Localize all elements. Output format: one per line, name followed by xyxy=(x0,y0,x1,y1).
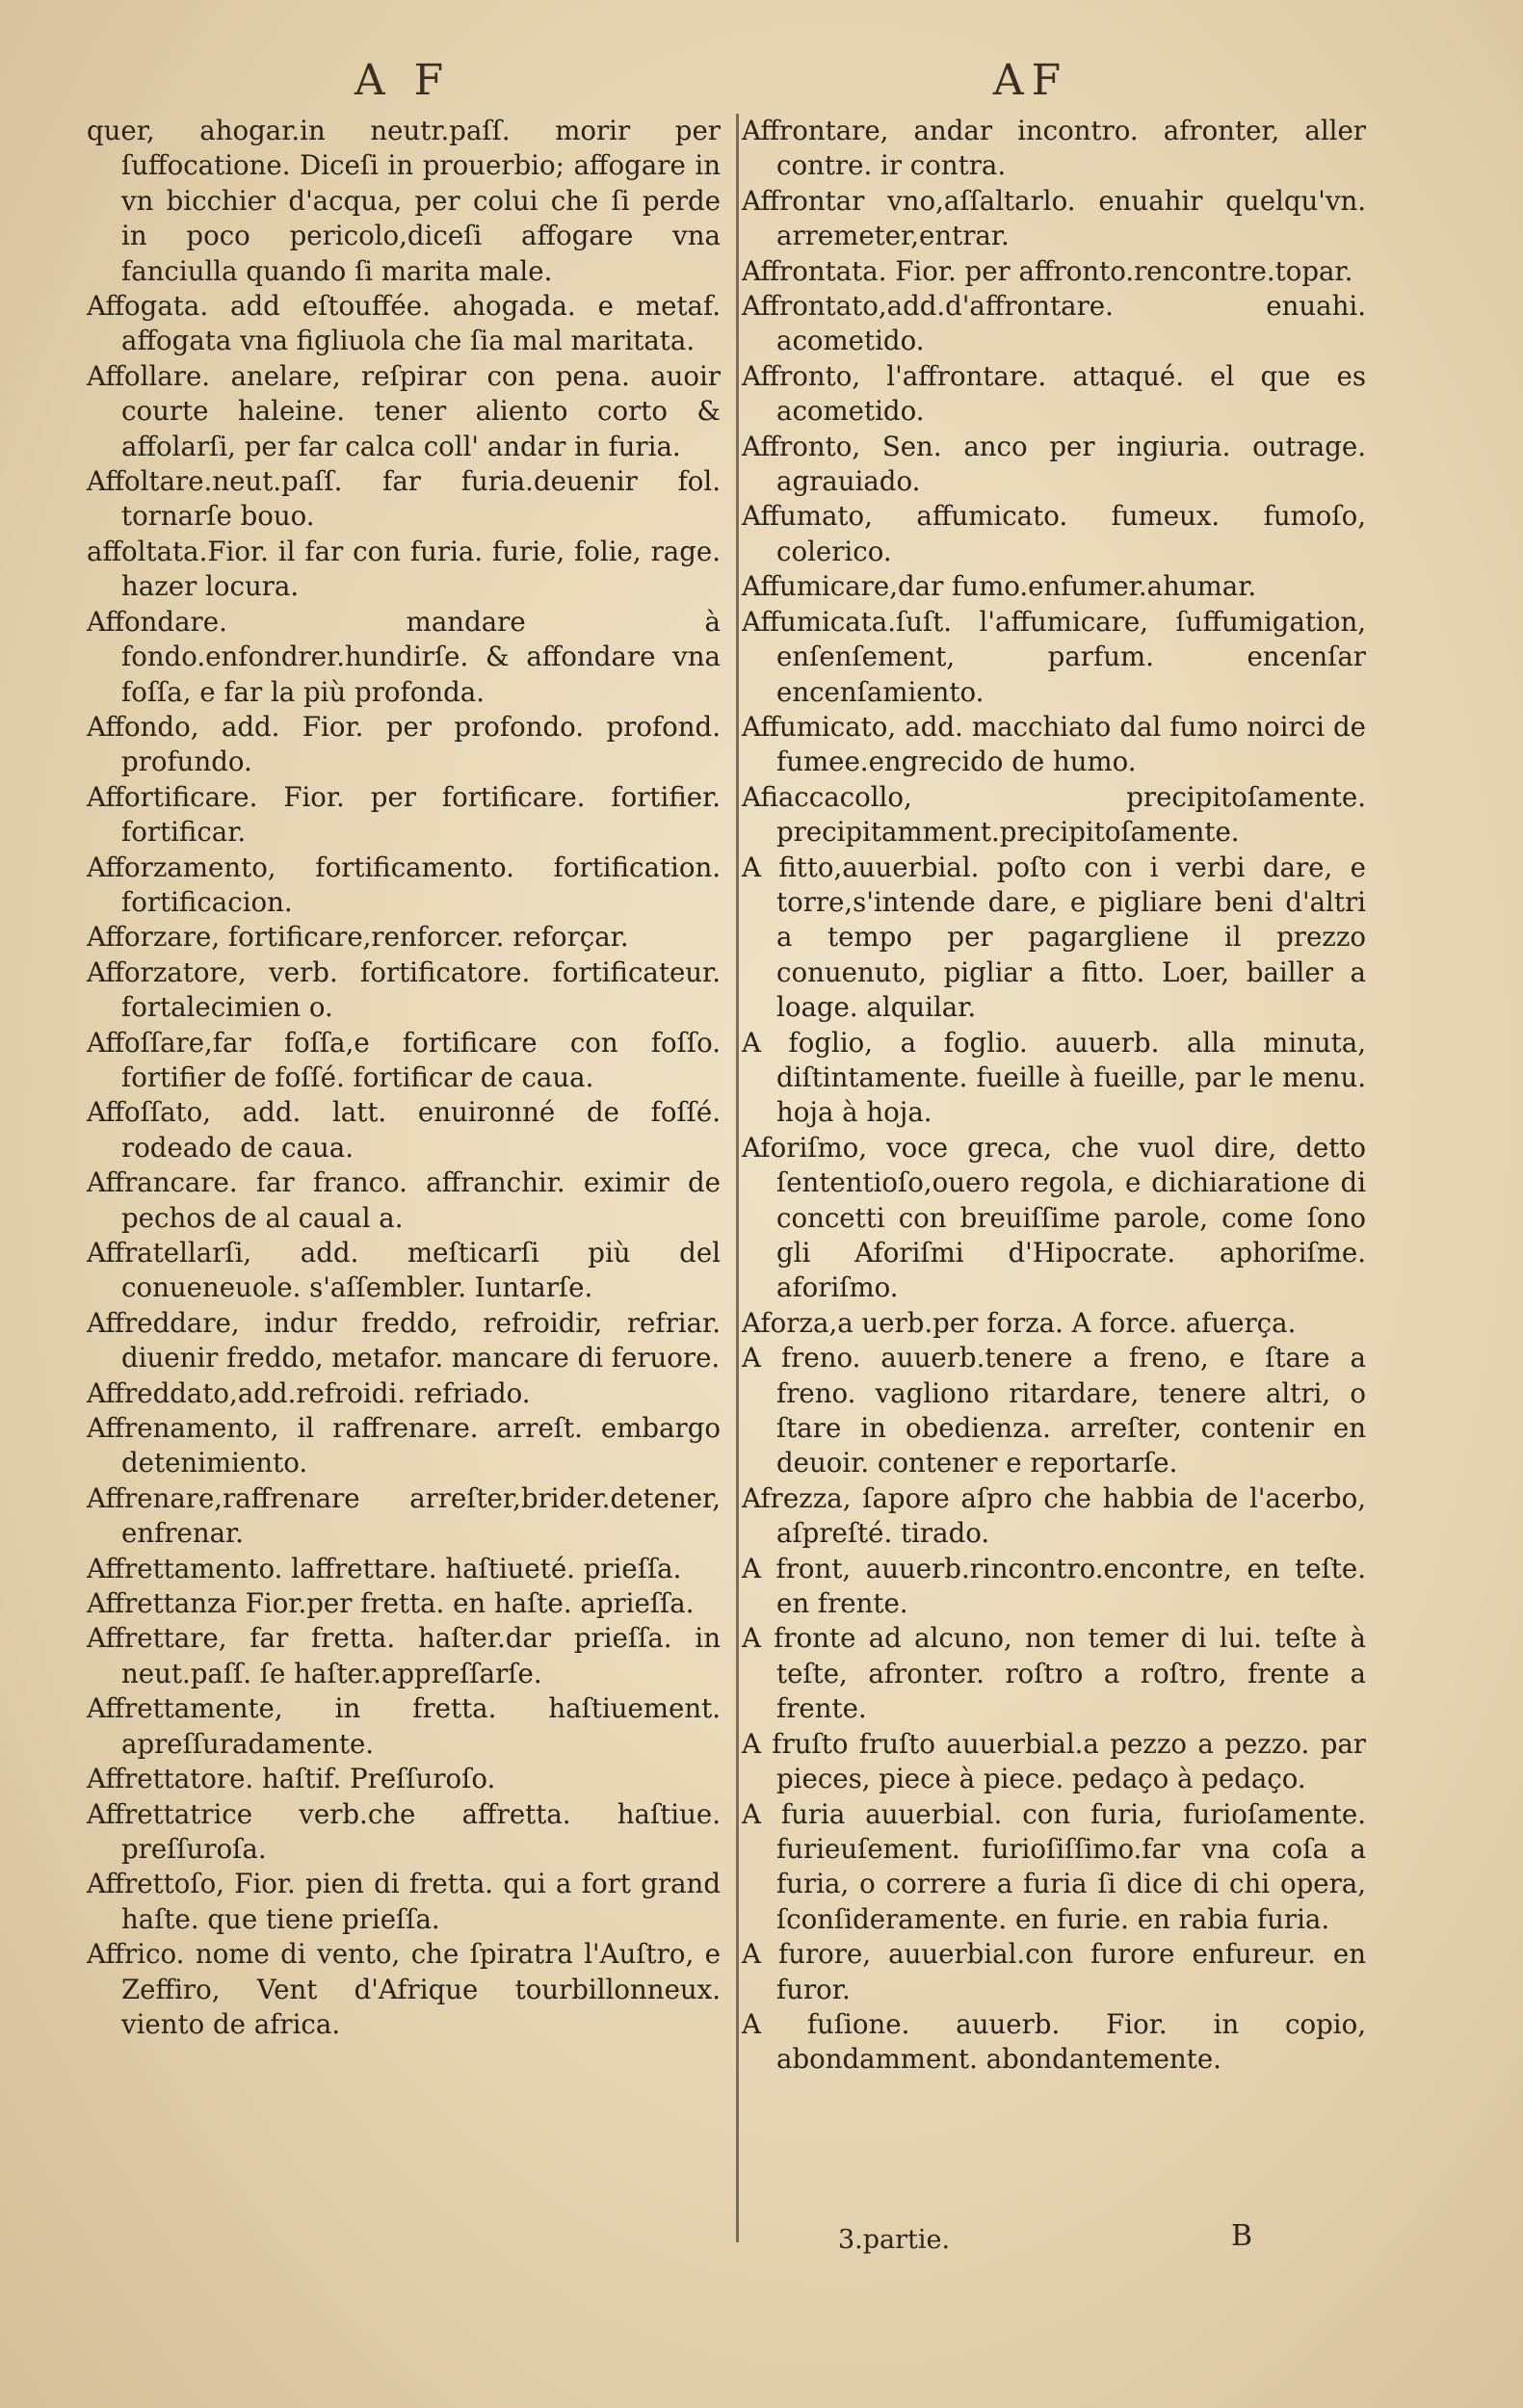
dictionary-entry: A fuſione. auuerb. Fior. in copio, abondamment. abondantemente. xyxy=(742,2007,1366,2076)
dictionary-entry: Affrenare,raffrenare arreſter,brider.detener, enfrenar. xyxy=(87,1481,721,1550)
dictionary-entry: Afforzatore, verb. fortificatore. fortificateur. fortalecimien o. xyxy=(87,955,721,1024)
dictionary-entry: Affumicata.ſuſt. l'affumicare, ſuffumigation, enſenſement, parfum. encenſar encenſamiento. xyxy=(742,605,1366,708)
dictionary-entry: A fronte ad alcuno, non temer di lui. teſte à teſte, afronter. roſtro a roſtro, frente a frente. xyxy=(742,1622,1366,1725)
dictionary-entry: Aforza,a uerb.per forza. A force. afuerça. xyxy=(742,1306,1297,1339)
dictionary-entry: Affoltare.neut.paſſ. far furia.deuenir fol. tornarſe bouo. xyxy=(87,465,721,533)
dictionary-entry: Affreddare, indur freddo, refroidir, refriar. diuenir freddo, metafor. mancare di feruore. xyxy=(87,1306,721,1374)
dictionary-entry: Affronto, l'affrontare. attaqué. el que es acometido. xyxy=(742,359,1366,428)
dictionary-entry: Affrettamento. laffrettare. haſtiueté. prieſſa. xyxy=(87,1552,682,1584)
dictionary-entry: A fruſto fruſto auuerbial.a pezzo a pezzo. par pieces, piece à piece. pedaço à pedaço. xyxy=(742,1727,1366,1795)
dictionary-entry: Affoſſare,far foſſa,e fortificare con foſſo. fortifier de foſſé. fortificar de caua. xyxy=(87,1026,721,1093)
dictionary-entry: Affumicato, add. macchiato dal fumo noirci de fumee.engrecido de humo. xyxy=(742,710,1366,778)
dictionary-entry: Affrenamento, il raffrenare. arreſt. embargo detenimiento. xyxy=(87,1412,721,1479)
dictionary-entry: Affrancare. far franco. affranchir. eximir de pechos de al caual a. xyxy=(87,1166,721,1234)
right-column xyxy=(742,114,1366,2078)
dictionary-entry: Affrettoſo, Fior. pien di fretta. qui a fort grand haſte. que tiene prieſſa. xyxy=(87,1868,721,1935)
dictionary-entry: quer, ahogar.in neutr.paſſ. morir per ſuffocatione. Diceſi in prouerbio; affogare in vn bicchier d'acqua, per colui che ſi perde in poco pericolo,diceſi affogare vna fanciulla quando ſi marita male. xyxy=(87,115,721,287)
dictionary-entry: Aforiſmo, voce greca, che vuol dire, detto ſententioſo,ouero regola, e dichiaratione di concetti con breuiſſime parole, come ſono gli Aforiſmi d'Hipocrate. aphoriſme. aforiſmo. xyxy=(742,1131,1366,1304)
dictionary-entry: Affrettatrice verb.che affretta. haſtiue. preſſuroſa. xyxy=(87,1797,721,1865)
dictionary-entry: Affollare. anelare, reſpirar con pena. auoir courte haleine. tener aliento corto & affolarſi, per far calca coll' andar in furia. xyxy=(87,359,721,462)
dictionary-entry: A freno. auuerb.tenere a freno, e ſtare a freno. vagliono ritardare, tenere altri, o ſtare in obedienza. arreſter, contenir en deuoir. contener e reportarſe. xyxy=(742,1342,1366,1479)
dictionary-entry: Affogata. add eſtouffée. ahogada. e metaf. affogata vna figliuola che ſia mal maritata. xyxy=(87,290,721,357)
dictionary-entry: Affrettamente, in fretta. haſtiuement. apreſſuradamente. xyxy=(87,1692,721,1760)
dictionary-entry: A front, auuerb.rincontro.encontre, en teſte. en frente. xyxy=(742,1552,1366,1620)
dictionary-entry: Affrico. nome di vento, che ſpiratra l'Auſtro, e Zeffiro, Vent d'Afrique tourbillonneux. viento de africa. xyxy=(87,1938,721,2040)
dictionary-entry: Affreddato,add.refroidi. refriado. xyxy=(87,1376,531,1409)
dictionary-entry: Afiaccacollo, precipitoſamente. precipitamment.precipitoſamente. xyxy=(742,780,1366,849)
dictionary-entry: Affrontato,add.d'affrontare. enuahi. acometido. xyxy=(742,290,1366,357)
dictionary-entry: Affrontare, andar incontro. afronter, aller contre. ir contra. xyxy=(742,115,1366,182)
dictionary-entry: Affrettatore. haſtif. Preſſuroſo. xyxy=(87,1763,496,1795)
dictionary-entry: Afrezza, ſapore aſpro che habbia de l'acerbo, aſpreſté. tirado. xyxy=(742,1481,1366,1550)
column-divider xyxy=(736,114,739,2242)
dictionary-entry: Affortificare. Fior. per fortificare. fortifier. fortificar. xyxy=(87,780,721,849)
dictionary-entry: Afforzare, fortificare,renforcer. reforçar. xyxy=(87,921,629,954)
dictionary-entry: Affondare. mandare à fondo.enfondrer.hundirſe. & affondare vna foſſa, e far la più profonda. xyxy=(87,605,721,708)
dictionary-entry: Affumato, affumicato. fumeux. fumoſo, colerico. xyxy=(742,500,1366,567)
dictionary-entry: Affronto, Sen. anco per ingiuria. outrage. agrauiado. xyxy=(742,430,1366,498)
dictionary-entry: Affoſſato, add. latt. enuironné de foſſé. rodeado de caua. xyxy=(87,1096,721,1164)
dictionary-entry: A furore, auuerbial.con furore enfureur. en furor. xyxy=(742,1938,1366,2005)
gathering-letter: B xyxy=(1231,2219,1253,2253)
dictionary-entry: Affondo, add. Fior. per profondo. profond. profundo. xyxy=(87,710,721,778)
dictionary-entry: Affumicare,dar fumo.enfumer.ahumar. xyxy=(742,570,1257,603)
dictionary-entry: Affrontata. Fior. per affronto.rencontre.topar. xyxy=(742,254,1353,287)
right-column-header: AF xyxy=(992,56,1069,105)
dictionary-entry: A foglio, a foglio. auuerb. alla minuta, diſtintamente. fueille à fueille, par le menu. hoja à hoja. xyxy=(742,1026,1366,1129)
dictionary-entry: Affrettare, far fretta. haſter.dar prieſſa. in neut.paſſ. ſe haſter.appreſſarſe. xyxy=(87,1622,721,1689)
left-column xyxy=(87,114,721,2042)
dictionary-entry: Affratellarſi, add. meſticarſi più del conueneuole. s'aſſembler. Iuntarſe. xyxy=(87,1237,721,1304)
left-column-header: A F xyxy=(354,56,452,105)
dictionary-entry: Affrontar vno,aſſaltarlo. enuahir quelqu'vn. arremeter,entrar. xyxy=(742,184,1366,252)
signature-mark: 3.partie. xyxy=(838,2225,951,2255)
dictionary-entry: A fitto,auuerbial. poſto con i verbi dare, e torre,s'intende dare, e pigliare beni d'altri a tempo per pagargliene il prezzo conuenuto, pigliar a fitto. Loer, bailler a loage. alquilar. xyxy=(742,851,1366,1024)
dictionary-entry: Affrettanza Fior.per fretta. en haſte. aprieſſa. xyxy=(87,1587,695,1620)
dictionary-entry: Afforzamento, fortificamento. fortification. fortificacion. xyxy=(87,851,721,918)
dictionary-entry: A furia auuerbial. con furia, furioſamente. furieuſement. furioſiſſimo.far vna coſa a furia, o correre a furia ſi dice di chi opera, ſconſideramente. en furie. en rabia furia. xyxy=(742,1797,1366,1935)
dictionary-entry: affoltata.Fior. il far con furia. furie, folie, rage. hazer locura. xyxy=(87,535,721,603)
